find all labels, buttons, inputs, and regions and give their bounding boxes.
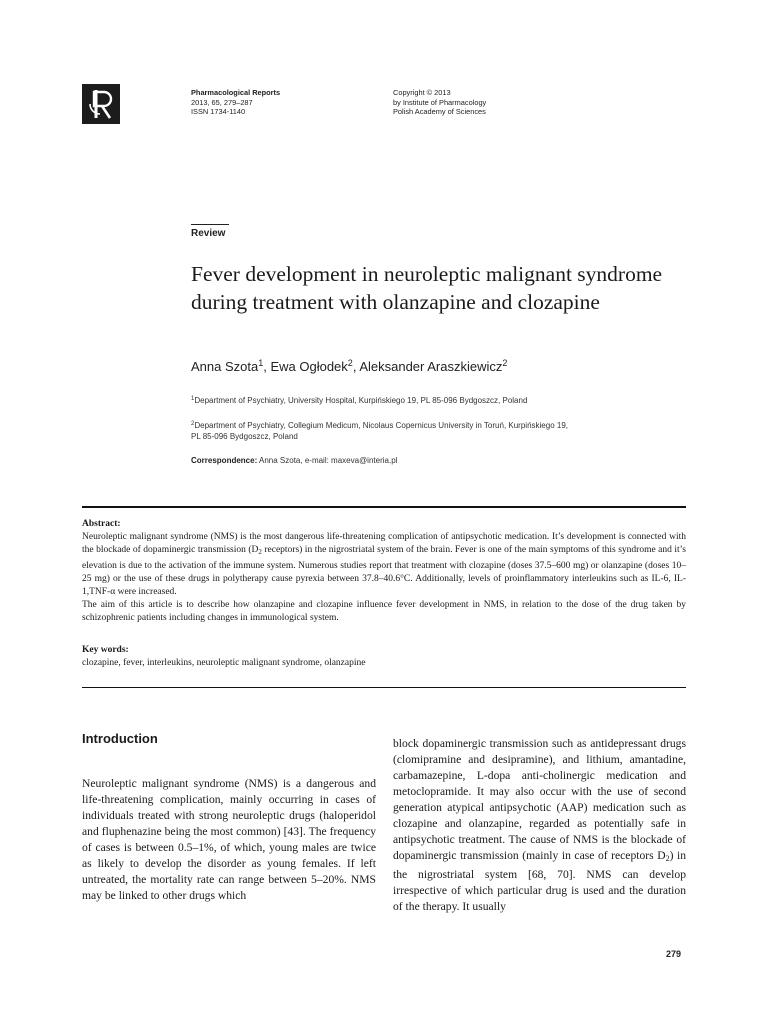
journal-issn: ISSN 1734-1140: [191, 107, 246, 117]
introduction-right-column: block dopaminergic transmission such as antidepressant drugs (clomipramine and desipramine), and lithium, amantadine, carbamazepine, L-dopa anti-cholinergic medication and metoclopramide. It may also occur with the use of second generation atypical antipsychotic (AAP) medication such as clozapine and olanzapine, regarded as potentially safe in antipsychotic treatment. The cause of NMS is the blockade of dopaminergic transmission (mainly in case of receptors $D_2$) in the nigrostriatal system [68, 70]. NMS can develop irrespective of which particular drug is used and the duration of the therapy. It usually: [393, 737, 686, 913]
copyright-line: Copyright © 2013: [393, 88, 451, 97]
keywords: [82, 644, 686, 670]
author-affiliation-mark: 1: [258, 358, 264, 368]
page-number: 279: [666, 949, 682, 959]
article-title: Fever development in neuroleptic malignant syndrome during treatment with olanzapine and clozapine: [191, 262, 663, 314]
keywords-label: Key words:: [82, 645, 129, 655]
affiliation-1: [191, 394, 681, 406]
introduction-heading: Introduction: [82, 731, 158, 746]
author-name: Ewa Ogłodek: [270, 359, 348, 374]
author-affiliation-mark: 2: [502, 358, 508, 368]
abstract-label: Abstract:: [82, 519, 121, 529]
journal-name: Pharmacological Reports: [191, 88, 281, 97]
affiliation-2: [191, 419, 681, 442]
top-divider: [82, 506, 686, 508]
author-name: Anna Szota: [191, 359, 259, 374]
abstract-paragraph-1: Neuroleptic malignant syndrome (NMS) is the most dangerous life-threatening complication of antipsychotic medication. It’s development is connected with the blockade of dopaminergic transmission ($D_2$ receptors) in the nigrostriatal system of the brain. Fever is one of the main symptoms of this syndrome and it’s elevation is due to the activation of the immune system. Numerous studies report that treatment with clozapine (doses 37.5–600 mg) or olanzapine (doses 10–25 mg) or the use of these drugs in polytherapy cause pyrexia between 37.8–40.6°C. Additionally, levels of proinflammatory interleukins such as IL-6, IL-1,TNF-α were increased.: [82, 532, 686, 598]
introduction-left-column: Neuroleptic malignant syndrome (NMS) is a dangerous and life-threatening complication, mainly occurring in cases of individuals treated with strong neuroleptic drugs (haloperidol and fluphenazine being the most common) [43]. The frequency of cases is between 0.5–1%, of which, young males are twice as likely to develop the disorder as young females. If left untreated, the mortality rate can range between 5–20%. NMS may be linked to other drugs which: [82, 777, 376, 902]
abstract-paragraph-2: The aim of this article is to describe how olanzapine and clozapine influence fever development in NMS, in relation to the dose of the drug taken by schizophrenic patients including changes in immunological system.: [82, 600, 686, 624]
author-list: Anna Szota$^1$, Ewa Ogłodek$^2$, Aleksander Araszkiewicz$^2$: [191, 358, 508, 374]
keywords-text: clozapine, fever, interleukins, neuroleptic malignant syndrome, olanzapine: [82, 658, 366, 668]
author-affiliation-mark: 2: [347, 358, 353, 368]
author-name: Aleksander Araszkiewicz: [359, 359, 503, 374]
affiliation-text-line1: Department of Psychiatry, Collegium Medicum, Nicolaus Copernicus University in Toruń, Kurpińskiego 19,: [194, 421, 568, 430]
journal-logo: [82, 84, 120, 124]
publisher-line: by Institute of Pharmacology: [393, 97, 487, 107]
affiliation-text: Department of Psychiatry, University Hospital, Kurpińskiego 19, PL 85-096 Bydgoszcz, Poland: [194, 396, 528, 405]
bottom-divider: [82, 687, 686, 688]
correspondence-label: Correspondence:: [191, 456, 258, 465]
correspondence: [191, 456, 397, 465]
copyright-info: [393, 88, 486, 117]
journal-volume: 2013, 65, 279–287: [191, 97, 253, 107]
section-label: Review: [191, 224, 229, 239]
correspondence-text: Anna Szota, e-mail: maxeva@interia.pl: [259, 456, 398, 465]
affiliation-number: 2: [191, 421, 195, 427]
affiliation-text-line2: PL 85-096 Bydgoszcz, Poland: [191, 432, 298, 441]
affiliation-number: 1: [191, 396, 195, 402]
abstract: [82, 518, 686, 626]
journal-info: [191, 88, 280, 117]
academy-line: Polish Academy of Sciences: [393, 107, 486, 117]
